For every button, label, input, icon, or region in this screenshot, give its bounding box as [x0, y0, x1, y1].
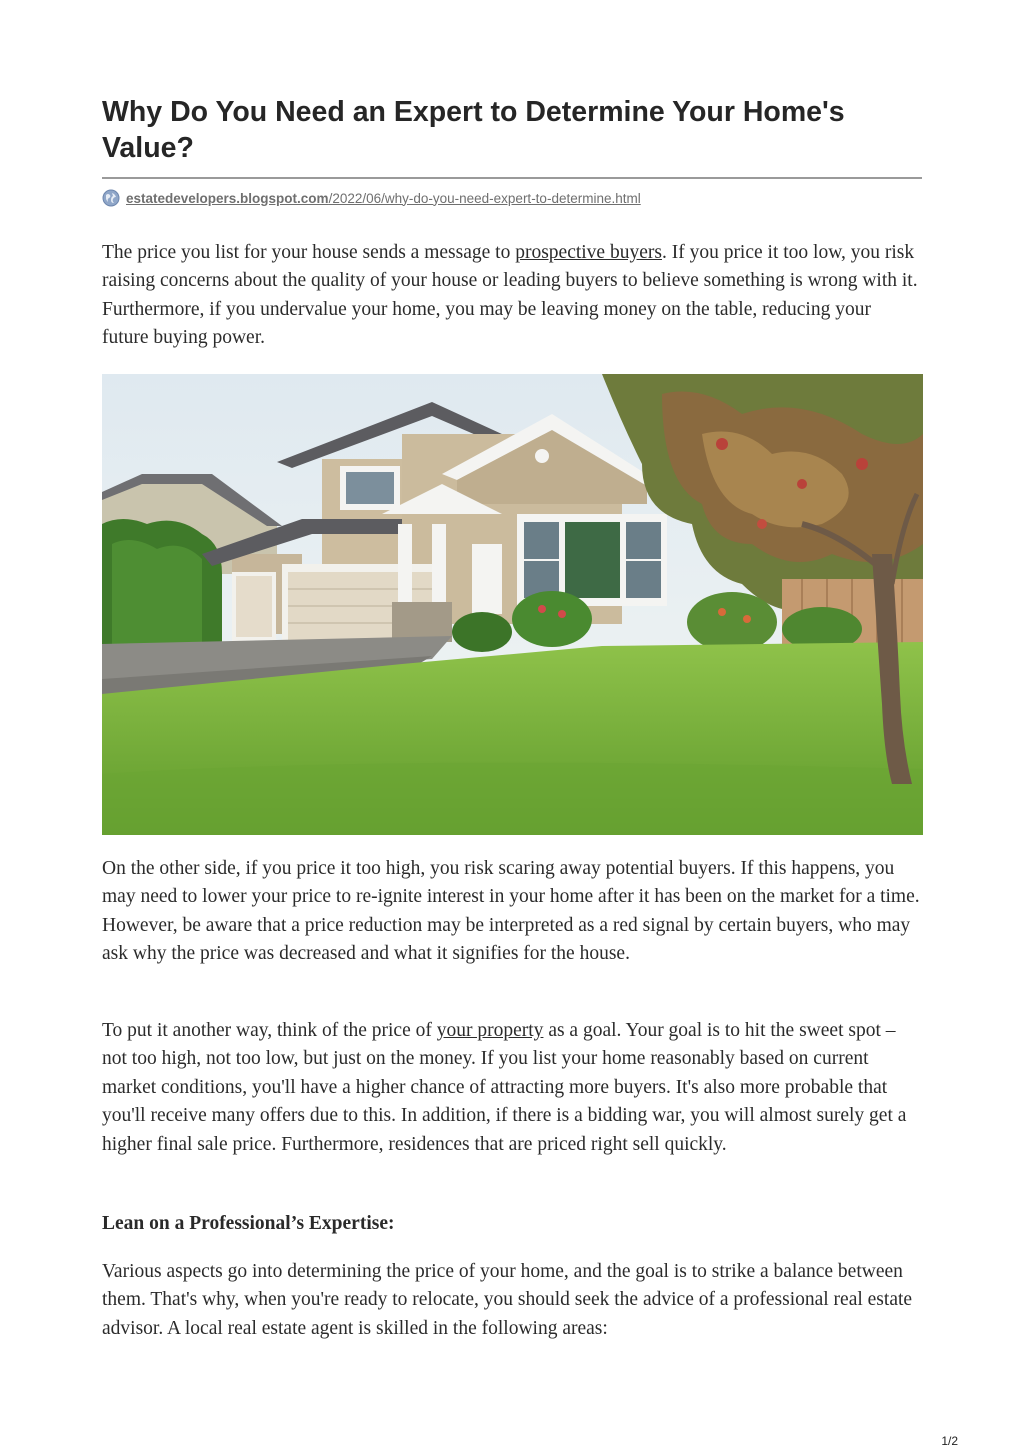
- source-link-row: [102, 189, 641, 207]
- section-heading: Lean on a Professional’s Expertise:: [102, 1213, 395, 1234]
- source-path: /2022/06/why-do-you-need-expert-to-determine.html: [328, 190, 641, 206]
- paragraph-3-text-end: as a goal. Your goal is to hit the sweet spot – not too high, not too low, but just on the money. If you list your home reasonably based on current market conditions, you'll have a higher chance of attracting more buyers. It's also more probable that you'll receive many offers due to this. In addition, if there is a bidding war, you will almost surely get a higher final sale price. Furthermore, residences that are priced right sell quickly.: [102, 1020, 907, 1155]
- source-url-link[interactable]: [126, 191, 641, 206]
- paragraph-2: [102, 855, 922, 969]
- paragraph-4: [102, 1258, 922, 1343]
- paragraph-2-text: On the other side, if you price it too high, you risk scaring away potential buyers. If this happens, you may need to lower your price to re-ignite interest in your home after it has been on the market for a time. However, be aware that a price reduction may be interpreted as a red signal by certain buyers, who may ask why the price was decreased and what it signifies for the house.: [102, 858, 920, 965]
- source-domain: estatedevelopers.blogspot.com: [126, 190, 329, 206]
- article-title: Why Do You Need an Expert to Determine Your Home's Value?: [102, 96, 845, 164]
- paragraph-3: [102, 1017, 922, 1159]
- your-property-link[interactable]: your property: [436, 1020, 544, 1041]
- globe-icon: [102, 189, 120, 207]
- title-divider: [102, 177, 922, 179]
- paragraph-1: [102, 239, 922, 353]
- paragraph-1-text-start: The price you list for your house sends a message to: [102, 242, 516, 263]
- page-number: 1/2: [941, 1434, 958, 1448]
- prospective-buyers-link[interactable]: prospective buyers: [515, 242, 662, 263]
- house-photo: [102, 374, 923, 835]
- paragraph-4-text: Various aspects go into determining the price of your home, and the goal is to strike a balance between them. That's why, when you're ready to relocate, you should seek the advice of a professional real estate advisor. A local real estate agent is skilled in the following areas:: [102, 1261, 913, 1339]
- paragraph-3-text-start: To put it another way, think of the price of: [102, 1020, 437, 1041]
- paragraph-1-text-end: . If you price it too low, you risk raising concerns about the quality of your house or leading buyers to believe something is wrong with it. Furthermore, if you undervalue your home, you may be leaving money on the table, reducing your future buying power.: [102, 242, 918, 349]
